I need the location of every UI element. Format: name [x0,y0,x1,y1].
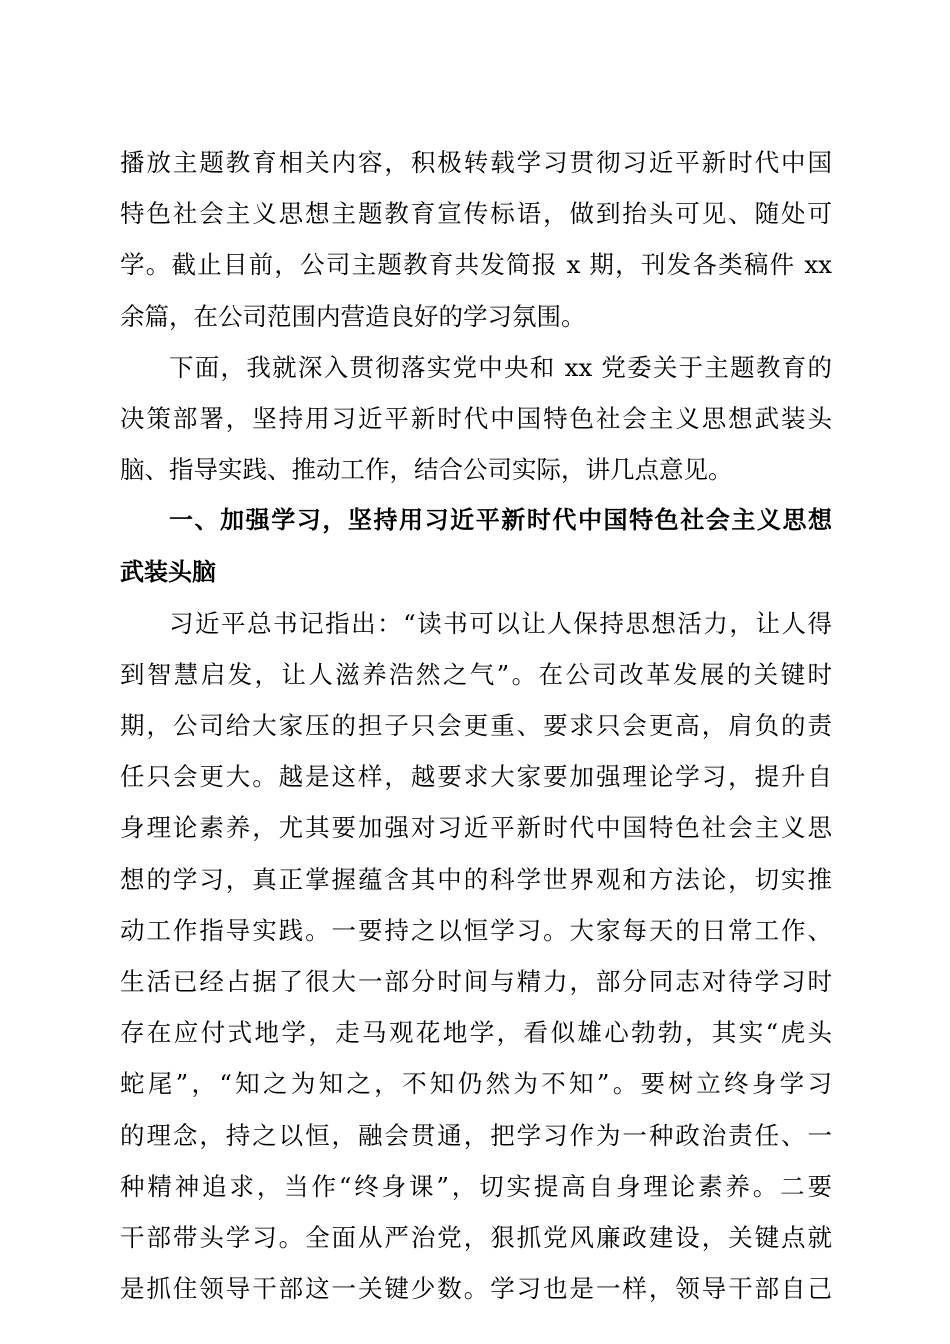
text-line: 余篇，在公司范围内营造良好的学习氛围。 [120,301,586,331]
text-line: 期，公司给大家压的担子只会更重、要求只会更高，肩负的责 [120,711,832,741]
text-line: 存在应付式地学，走马观花地学，看似雄心勃勃，其实“虎头 [120,1018,832,1048]
text-line: 干部带头学习。全面从严治党，狠抓党风廉政建设，关键点就 [120,1222,832,1252]
text-line: 下面，我就深入贯彻落实党中央和 xx 党委关于主题教育的 [169,352,832,382]
paragraph-intro [120,342,832,496]
text-line: 生活已经占据了很大一部分时间与精力，部分同志对待学习时 [120,967,832,996]
text-line: 种精神追求，当作“终身课”，切实提高自身理论素养。二要 [120,1171,832,1201]
text-line: 习近平总书记指出：“读书可以让人保持思想活力，让人得 [169,608,832,638]
text-line: 身理论素养，尤其要加强对习近平新时代中国特色社会主义思 [120,813,832,843]
text-line: 播放主题教育相关内容，积极转载学习贯彻习近平新时代中国 [120,148,832,177]
text-line: 脑、指导实践、推动工作，结合公司实际，讲几点意见。 [120,455,733,485]
text-line: 蛇尾”，“知之为知之，不知仍然为不知”。要树立终身学习 [120,1069,832,1099]
heading-line: 一、加强学习，坚持用习近平新时代中国特色社会主义思想 [169,506,832,535]
text-line: 特色社会主义思想主题教育宣传标语，做到抬头可见、随处可 [120,199,832,229]
text-line: 决策部署，坚持用习近平新时代中国特色社会主义思想武装头 [120,403,832,433]
text-line: 到智慧启发，让人滋养浩然之气”。在公司改革发展的关键时 [120,659,832,689]
text-line: 动工作指导实践。一要持之以恒学习。大家每天的日常工作、 [120,915,832,945]
text-line: 学。截止目前，公司主题教育共发简报 x 期，刊发各类稿件 xx [120,250,832,280]
paragraph-study-body [120,598,832,1315]
text-line: 的理念，持之以恒，融会贯通，把学习作为一种政治责任、一 [120,1120,832,1150]
text-line: 是抓住领导干部这一关键少数。学习也是一样，领导干部自己 [120,1274,832,1304]
text-line: 任只会更大。越是这样，越要求大家要加强理论学习，提升自 [120,762,832,792]
paragraph-publicity-summary [120,137,832,342]
text-line: 想的学习，真正掌握蕴含其中的科学世界观和方法论，切实推 [120,864,832,894]
heading-line: 武装头脑 [120,557,216,586]
section-heading-1 [120,495,832,597]
document-body [120,137,832,1314]
